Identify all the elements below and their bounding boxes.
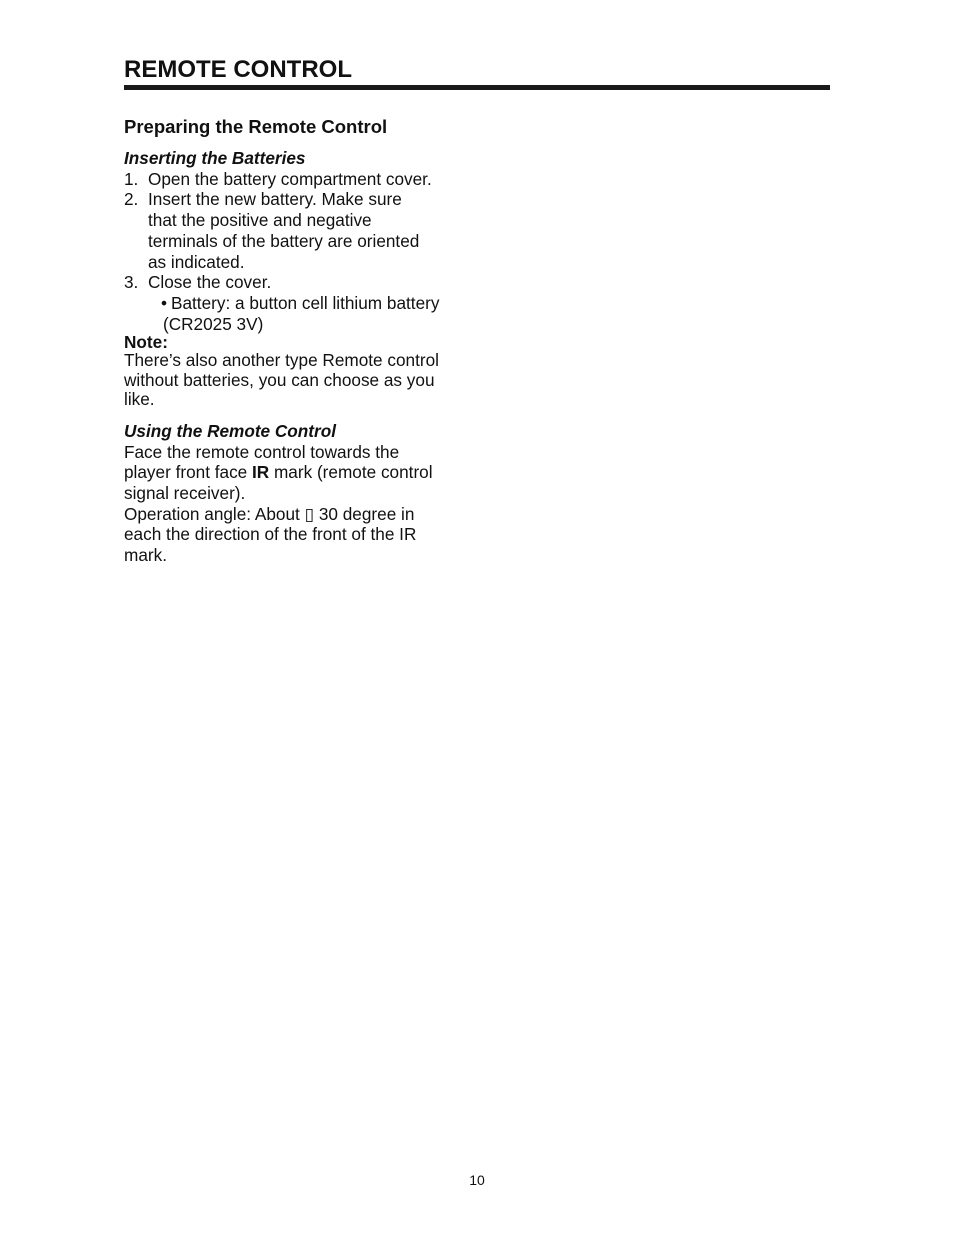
battery-steps — [124, 169, 469, 335]
using-line: mark. — [124, 545, 167, 566]
note-line: There’s also another type Remote control — [124, 350, 439, 371]
step-3 — [124, 272, 469, 293]
using-text — [124, 442, 469, 566]
battery-spec-model: (CR2025 3V) — [163, 313, 264, 334]
note-line: without batteries, you can choose as you — [124, 369, 435, 390]
note-label: Note: — [124, 332, 168, 353]
main-content — [124, 116, 469, 566]
operation-angle-line: Operation angle: About ▯ 30 degree in — [124, 503, 415, 524]
title-rule — [124, 85, 830, 90]
step-text — [148, 272, 469, 293]
using-heading: Using the Remote Control — [124, 420, 336, 441]
step-1 — [124, 169, 469, 190]
note-line: like. — [124, 389, 155, 410]
step-line: that the positive and negative — [148, 210, 372, 231]
page-number: 10 — [469, 1172, 485, 1188]
step-number: 3. — [124, 272, 139, 293]
note-text — [124, 351, 469, 410]
battery-spec-text: Battery: a button cell lithium battery — [171, 292, 440, 313]
using-line: player front face — [124, 462, 253, 483]
batteries-heading: Inserting the Batteries — [124, 148, 306, 168]
step-line: Open the battery compartment cover. — [148, 168, 432, 189]
using-line: Face the remote control towards the — [124, 441, 400, 462]
using-line: signal receiver). — [124, 482, 246, 503]
step-text — [148, 189, 469, 272]
step-line: as indicated. — [148, 251, 245, 272]
page-title: REMOTE CONTROL — [124, 56, 352, 83]
step-text — [148, 169, 469, 190]
step-number: 1. — [124, 168, 139, 189]
step-number: 2. — [124, 189, 139, 210]
step-line: terminals of the battery are oriented — [148, 230, 420, 251]
using-line: mark (remote control — [269, 462, 433, 483]
step-2 — [124, 189, 469, 272]
battery-spec-bullet — [124, 293, 469, 314]
bullet-icon: • — [161, 292, 168, 313]
section-heading: Preparing the Remote Control — [124, 116, 388, 137]
ir-mark-label: IR — [252, 462, 270, 483]
step-line: Close the cover. — [148, 272, 272, 293]
step-line: Insert the new battery. Make sure — [148, 189, 402, 210]
using-line: each the direction of the front of the IR — [124, 524, 417, 545]
